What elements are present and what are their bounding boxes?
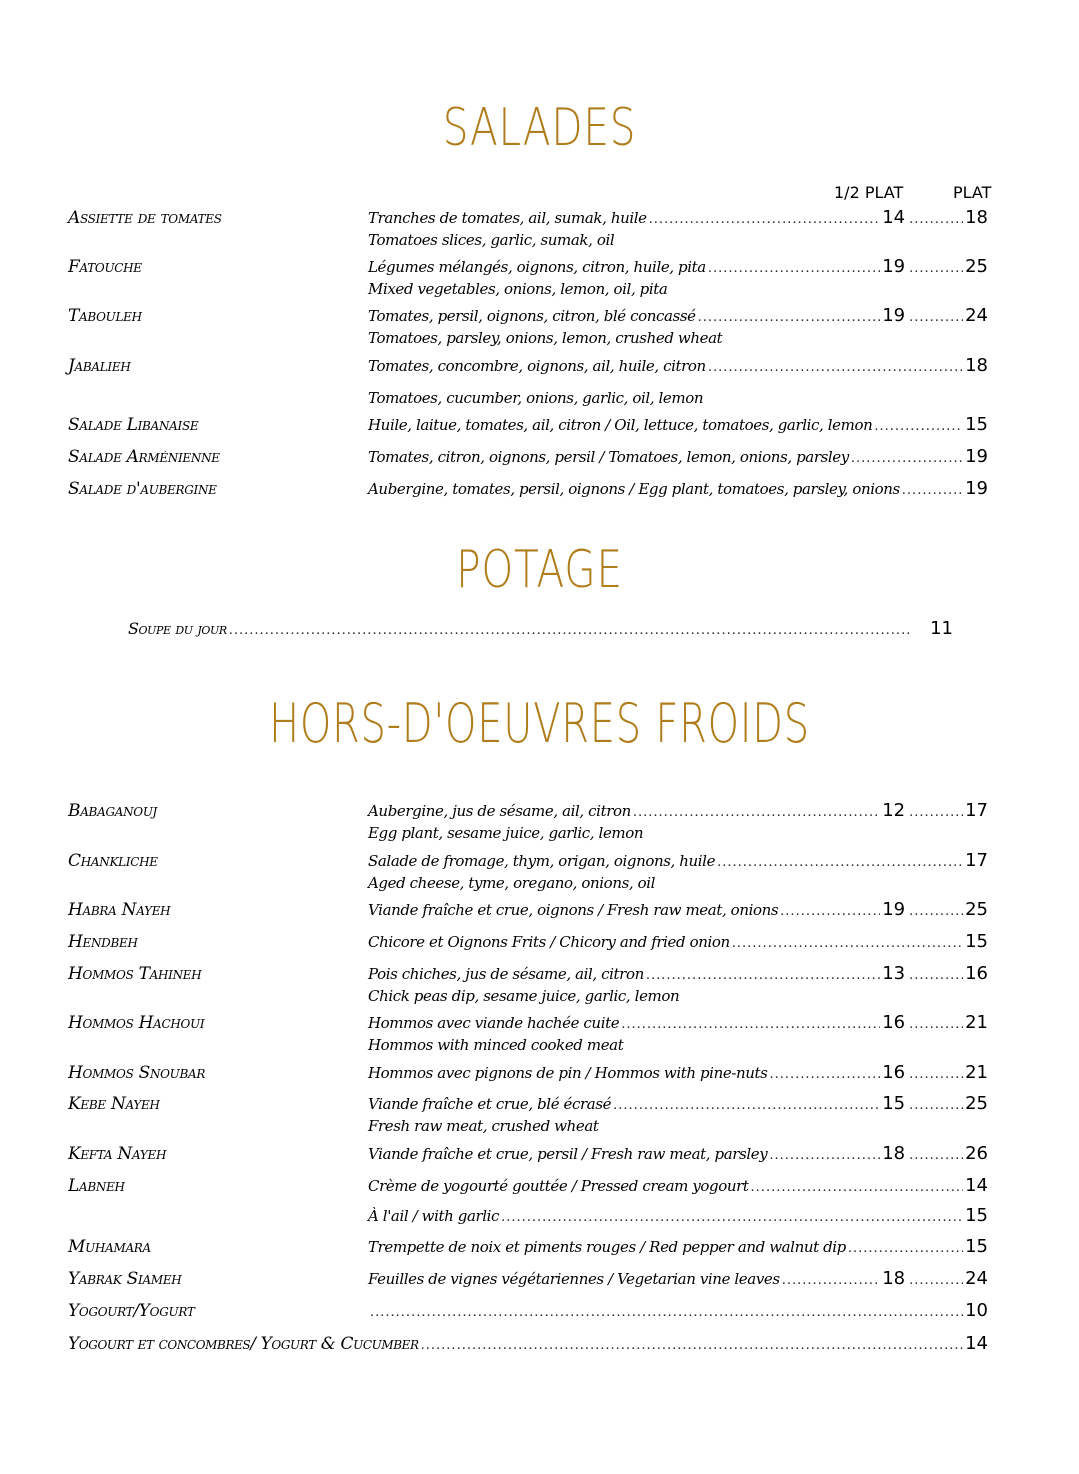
- price-full: 18: [965, 207, 988, 228]
- item-fr: Viande fraîche et crue, oignons / Fresh raw meat, onions: [368, 901, 779, 919]
- price-full: 15: [965, 1205, 988, 1226]
- item-fr: Hommos avec pignons de pin / Hommos with pine-nuts: [368, 1064, 768, 1082]
- section-title-salades: SALADES: [442, 98, 637, 158]
- price-full: 26: [965, 1143, 988, 1164]
- price-full: 15: [965, 1236, 988, 1257]
- item-desc: [368, 1063, 988, 1085]
- item-fr: Viande fraîche et crue, persil / Fresh raw meat, parsley: [368, 1145, 768, 1163]
- price-full: 25: [965, 899, 988, 920]
- item-name: Labneh: [68, 1176, 125, 1196]
- item-name: Salade Arménienne: [68, 447, 220, 467]
- item-fr: Tomates, concombre, oignons, ail, huile, citron: [368, 357, 706, 375]
- item-name: Kefta Nayeh: [68, 1144, 167, 1164]
- price-half: 18: [882, 1268, 906, 1289]
- section-title-hors-doeuvres: HORS-D'OEUVRES FROIDS: [269, 692, 810, 755]
- item-desc: [368, 1176, 988, 1198]
- item-desc: [368, 1269, 988, 1291]
- item-en: Aged cheese, tyme, oregano, onions, oil: [368, 874, 656, 892]
- item-fr: Trempette de noix et piments rouges / Red pepper and walnut dip: [368, 1238, 846, 1256]
- item-desc: [368, 447, 988, 469]
- price-full: 10: [965, 1300, 988, 1321]
- item-desc: [368, 306, 988, 348]
- item-desc: [368, 932, 988, 954]
- item-desc: [368, 1144, 988, 1166]
- price-half: 16: [882, 1012, 906, 1033]
- item-desc: [368, 208, 988, 250]
- item-desc: [368, 415, 988, 437]
- item-fr: Pois chiches, jus de sésame, ail, citron: [368, 965, 644, 983]
- column-header-full: PLAT: [953, 183, 992, 202]
- price-full: 17: [965, 800, 988, 821]
- item-desc: [368, 1206, 988, 1228]
- item-name: Hendbeh: [68, 932, 138, 952]
- item-name: Hommos Hachoui: [68, 1013, 205, 1033]
- item-fr: Tranches de tomates, ail, sumak, huile: [368, 209, 647, 227]
- item-fr: Tomates, persil, oignons, citron, blé concassé: [368, 307, 696, 325]
- item-desc: [368, 851, 988, 893]
- item-name: Tabouleh: [68, 306, 142, 326]
- price-half: 19: [882, 256, 906, 277]
- item-fr: Légumes mélangés, oignons, citron, huile, pita: [368, 258, 706, 276]
- item-row-yogourt-concombres: [68, 1333, 988, 1354]
- soupe-row: [128, 618, 953, 639]
- item-en: Tomatoes, parsley, onions, lemon, crushed wheat: [368, 329, 723, 347]
- item-en: Tomatoes slices, garlic, sumak, oil: [368, 231, 615, 249]
- price-full: 21: [965, 1012, 988, 1033]
- price-full: 18: [965, 355, 988, 376]
- price-full: 14: [965, 1175, 988, 1196]
- item-en: Fresh raw meat, crushed wheat: [368, 1117, 599, 1135]
- item-fr: Salade de fromage, thym, origan, oignons, huile: [368, 852, 716, 870]
- item-fr: Hommos avec viande hachée cuite: [368, 1014, 620, 1032]
- price-half: 13: [882, 963, 906, 984]
- item-name: Habra Nayeh: [68, 900, 171, 920]
- item-fr: Aubergine, jus de sésame, ail, citron: [368, 802, 631, 820]
- item-name: Babaganouj: [68, 801, 157, 821]
- item-name: Muhamara: [68, 1237, 151, 1257]
- price-full: 17: [965, 850, 988, 871]
- item-name: Yogourt/Yogurt: [68, 1301, 195, 1321]
- column-header-half: 1/2 PLAT: [834, 183, 904, 202]
- item-desc: [368, 1094, 988, 1136]
- item-name: Yogourt et concombres/ Yogurt & Cucumber: [68, 1334, 419, 1354]
- item-desc: [368, 1013, 988, 1055]
- item-en: Chick peas dip, sesame juice, garlic, lemon: [368, 987, 680, 1005]
- item-fr: Crème de yogourté gouttée / Pressed cream yogourt: [368, 1177, 749, 1195]
- item-name: Kebe Nayeh: [68, 1094, 160, 1114]
- item-desc: [368, 1301, 988, 1323]
- price-half: 14: [882, 207, 906, 228]
- item-fr: Chicore et Oignons Frits / Chicory and fried onion: [368, 933, 730, 951]
- item-name: Yabrak Siameh: [68, 1269, 182, 1289]
- soupe-name: Soupe du jour: [128, 619, 227, 638]
- price-full: 19: [965, 478, 988, 499]
- item-desc: [368, 900, 988, 922]
- item-en: Egg plant, sesame juice, garlic, lemon: [368, 824, 644, 842]
- item-en: Hommos with minced cooked meat: [368, 1036, 624, 1054]
- item-name: Salade Libanaise: [68, 415, 199, 435]
- section-title-potage: POTAGE: [456, 540, 623, 600]
- item-en: Mixed vegetables, onions, lemon, oil, pita: [368, 280, 668, 298]
- soupe-price: 11: [930, 618, 953, 639]
- item-fr: À l'ail / with garlic: [368, 1207, 500, 1225]
- item-desc: [368, 964, 988, 1006]
- item-desc: [368, 356, 988, 408]
- price-half: 19: [882, 305, 906, 326]
- price-full: 24: [965, 305, 988, 326]
- item-name: Jabalieh: [68, 356, 131, 376]
- item-fr: Aubergine, tomates, persil, oignons / Egg plant, tomatoes, parsley, onions: [368, 480, 900, 498]
- price-full: 14: [965, 1333, 988, 1354]
- price-full: 25: [965, 1093, 988, 1114]
- item-desc: [368, 1237, 988, 1259]
- item-desc: [368, 801, 988, 843]
- price-half: 16: [882, 1062, 906, 1083]
- price-full: 21: [965, 1062, 988, 1083]
- item-fr: Viande fraîche et crue, blé écrasé: [368, 1095, 612, 1113]
- item-name: Chankliche: [68, 851, 158, 871]
- item-fr: Huile, laitue, tomates, ail, citron / Oil, lettuce, tomatoes, garlic, lemon: [368, 416, 873, 434]
- price-full: 25: [965, 256, 988, 277]
- item-name: Assiette de tomates: [68, 208, 222, 228]
- item-fr: Tomates, citron, oignons, persil / Tomatoes, lemon, onions, parsley: [368, 448, 849, 466]
- price-full: 24: [965, 1268, 988, 1289]
- price-half: 15: [882, 1093, 906, 1114]
- item-name: Hommos Snoubar: [68, 1063, 206, 1083]
- item-name: Hommos Tahineh: [68, 964, 202, 984]
- price-full: 19: [965, 446, 988, 467]
- price-full: 15: [965, 931, 988, 952]
- item-fr: Feuilles de vignes végétariennes / Vegetarian vine leaves: [368, 1270, 780, 1288]
- item-desc: [368, 479, 988, 501]
- item-name: Fatouche: [68, 257, 142, 277]
- item-name: Salade d'aubergine: [68, 479, 217, 499]
- item-desc: [368, 257, 988, 299]
- price-half: 12: [882, 800, 906, 821]
- price-half: 18: [882, 1143, 906, 1164]
- price-half: 19: [882, 899, 906, 920]
- item-en: Tomatoes, cucumber, onions, garlic, oil, lemon: [368, 389, 704, 407]
- price-full: 15: [965, 414, 988, 435]
- price-full: 16: [965, 963, 988, 984]
